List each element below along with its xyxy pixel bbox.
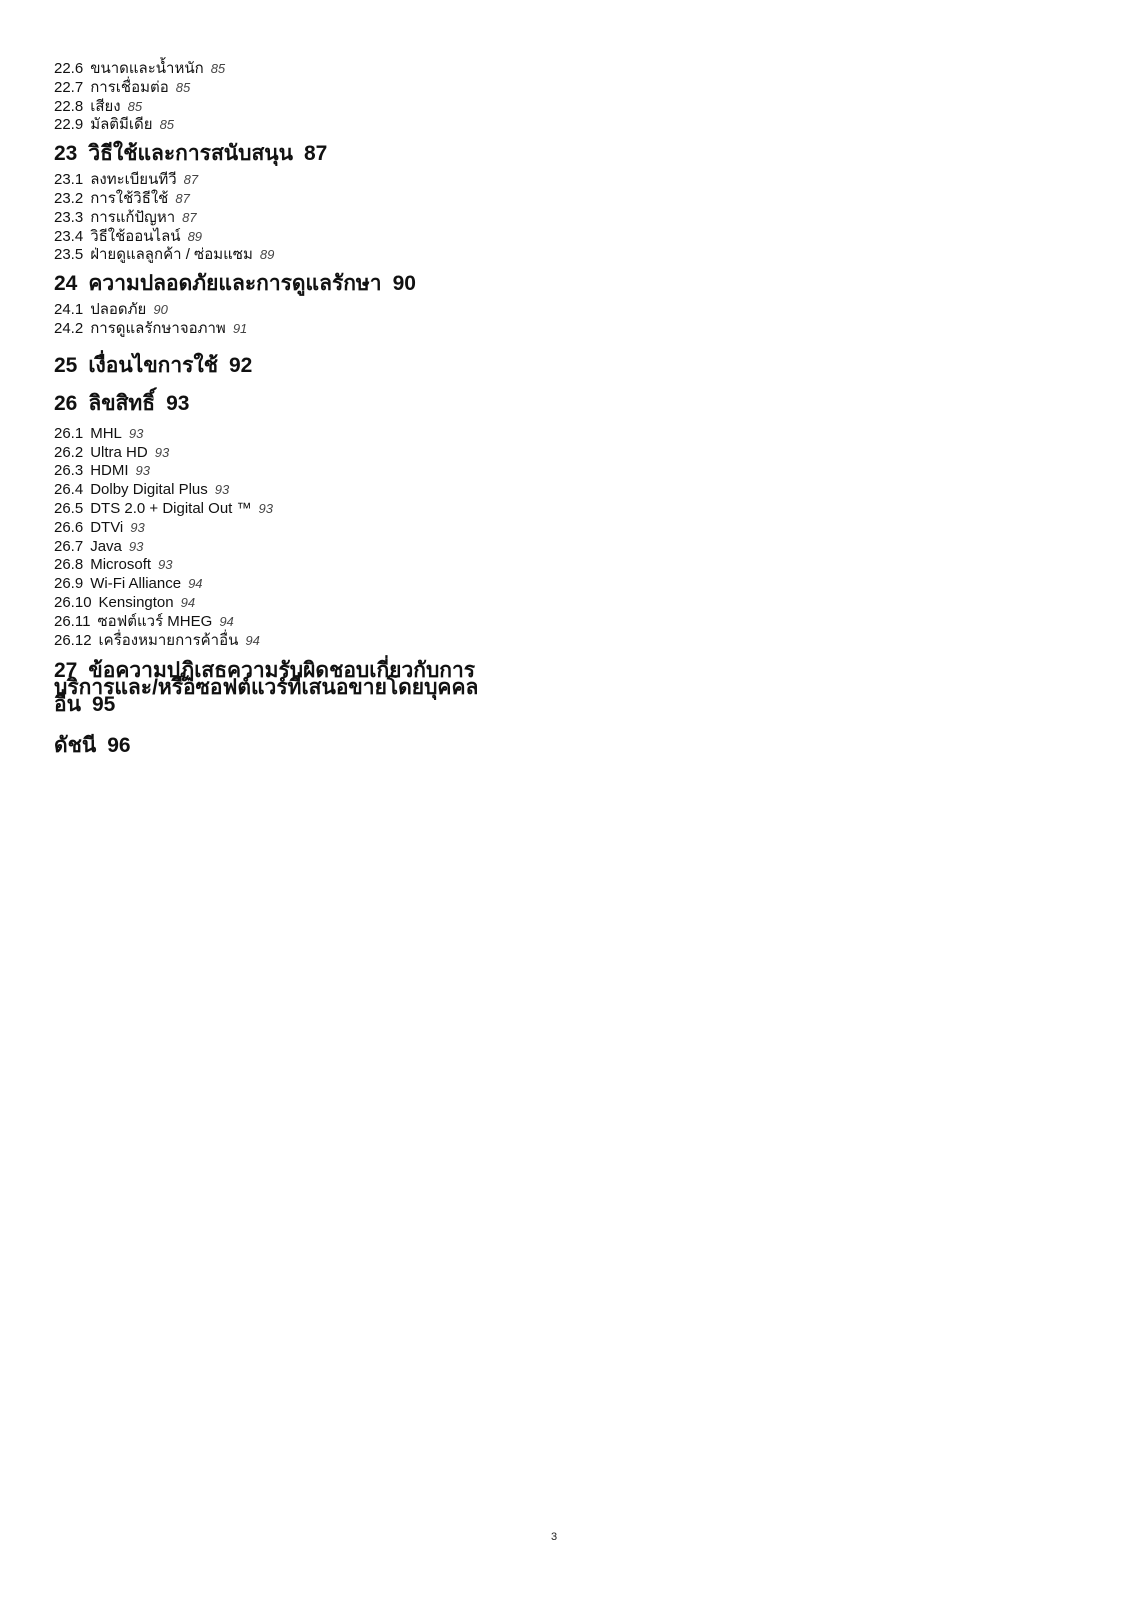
- toc-number: 26.7: [54, 537, 84, 555]
- toc-chapter[interactable]: [54, 143, 574, 165]
- toc-number: 26.2: [54, 443, 84, 461]
- toc-page-number: 90: [153, 302, 168, 318]
- toc-title: การเชื่อมต่อ: [90, 78, 169, 96]
- toc-page-number: 92: [228, 353, 253, 377]
- toc-title: วิธีใช้ออนไลน์: [90, 227, 181, 245]
- toc-page-number: 93: [214, 482, 230, 498]
- toc-page-number: 94: [188, 576, 203, 592]
- toc-entry[interactable]: [54, 116, 574, 135]
- toc-page-number: 93: [128, 538, 144, 554]
- toc-number: 22.8: [54, 97, 84, 115]
- toc-title: Java: [90, 537, 122, 555]
- toc-chapter[interactable]: [54, 659, 524, 717]
- toc-entry[interactable]: [54, 228, 574, 247]
- toc-entry[interactable]: [54, 500, 574, 519]
- toc-page-number: 87: [182, 209, 197, 225]
- toc-number: 24.2: [54, 319, 84, 337]
- page-number: 3: [550, 1531, 558, 1543]
- toc-page-number: 87: [183, 172, 199, 188]
- toc-number: 23.4: [54, 227, 84, 245]
- toc-number: 22.6: [54, 60, 84, 77]
- toc-entry[interactable]: [54, 60, 574, 79]
- toc-title: DTVi: [90, 518, 124, 536]
- toc-entry[interactable]: [54, 613, 574, 632]
- toc-entry[interactable]: [54, 632, 574, 651]
- toc-page-number: 96: [107, 734, 131, 758]
- toc-number: 25: [54, 353, 78, 377]
- toc-entry[interactable]: [54, 462, 574, 481]
- toc-number: 26.5: [54, 499, 84, 517]
- table-of-contents: [54, 60, 574, 763]
- toc-page-number: 94: [180, 594, 196, 610]
- toc-number: 26.12: [54, 631, 92, 649]
- toc-page-number: 89: [259, 247, 275, 263]
- toc-entry[interactable]: [54, 246, 574, 265]
- toc-title: ความปลอดภัยและการดูแลรักษา: [88, 272, 382, 296]
- toc-number: 26.4: [54, 481, 84, 499]
- toc-title: ลงทะเบียนทีวี: [90, 171, 177, 189]
- toc-page-number: 95: [91, 693, 116, 717]
- toc-number: 23: [54, 142, 78, 166]
- toc-page-number: 90: [392, 272, 416, 296]
- toc-page-number: 87: [175, 190, 190, 206]
- toc-entry[interactable]: [54, 594, 574, 613]
- toc-entry[interactable]: [54, 481, 574, 500]
- toc-page-number: 91: [232, 320, 248, 336]
- toc-entry[interactable]: [54, 79, 574, 98]
- toc-title: ปลอดภัย: [90, 301, 147, 319]
- toc-entry[interactable]: [54, 556, 574, 575]
- toc-title: การแก้ปัญหา: [90, 208, 176, 226]
- toc-page-number: 85: [159, 117, 175, 133]
- toc-page-number: 89: [187, 228, 203, 244]
- toc-page-number: 93: [258, 500, 273, 516]
- toc-page-number: 85: [175, 79, 191, 95]
- toc-number: 26.9: [54, 575, 84, 593]
- toc-entry[interactable]: [54, 575, 574, 594]
- toc-page-number: 93: [128, 425, 144, 441]
- toc-title: Ultra HD: [90, 443, 148, 461]
- toc-chapter[interactable]: [54, 393, 574, 415]
- toc-title: ขนาดและน้ำหนัก: [90, 60, 204, 77]
- toc-page-number: 93: [158, 557, 173, 573]
- toc-page-number: 87: [303, 142, 328, 166]
- toc-number: 24: [54, 272, 78, 296]
- toc-title: ซอฟต์แวร์ MHEG: [97, 612, 213, 630]
- toc-entry[interactable]: [54, 209, 574, 228]
- toc-number: 22.7: [54, 78, 84, 96]
- toc-number: 24.1: [54, 301, 84, 319]
- toc-title: Dolby Digital Plus: [90, 481, 208, 499]
- toc-entry[interactable]: [54, 171, 574, 190]
- toc-number: 26.8: [54, 556, 84, 574]
- toc-entry[interactable]: [54, 190, 574, 209]
- toc-page-number: 93: [166, 391, 190, 415]
- toc-title: ดัชนี: [54, 734, 97, 758]
- toc-number: 26.1: [54, 424, 84, 442]
- toc-title: ฝ่ายดูแลลูกค้า / ซ่อมแซม: [90, 246, 253, 264]
- toc-entry[interactable]: [54, 98, 574, 117]
- toc-number: 26: [54, 391, 78, 415]
- toc-entry[interactable]: [54, 301, 574, 320]
- toc-title: เงื่อนไขการใช้: [88, 353, 218, 377]
- toc-title: เสียง: [90, 97, 121, 115]
- toc-chapter[interactable]: [54, 273, 574, 295]
- toc-number: 23.5: [54, 246, 84, 264]
- toc-number: 26.10: [54, 593, 92, 611]
- toc-title: Kensington: [98, 593, 174, 611]
- toc-number: 23.2: [54, 189, 84, 207]
- toc-number: 26.6: [54, 518, 84, 536]
- toc-page-number: 94: [245, 632, 260, 648]
- toc-entry[interactable]: [54, 320, 574, 339]
- toc-number: 27: [54, 659, 78, 683]
- toc-title: Microsoft: [90, 556, 152, 574]
- toc-page-number: 93: [154, 444, 170, 460]
- toc-title: Wi-Fi Alliance: [90, 575, 182, 593]
- toc-title: มัลติมีเดีย: [90, 116, 153, 134]
- toc-number: 23.3: [54, 208, 84, 226]
- toc-title: DTS 2.0 + Digital Out ™: [90, 499, 252, 517]
- toc-chapter[interactable]: [54, 735, 574, 757]
- toc-page-number: 93: [135, 463, 150, 479]
- toc-page-number: 85: [210, 61, 226, 76]
- toc-number: 22.9: [54, 116, 84, 134]
- toc-entry[interactable]: [54, 444, 574, 463]
- toc-title: ข้อความปฏิเสธความรับผิดชอบเกี่ยวกับการบริการและ/หรือซอฟต์แวร์ที่เสนอขายโดยบุคคลอื่น: [54, 659, 479, 717]
- toc-number: 26.11: [54, 612, 91, 630]
- toc-chapter[interactable]: [54, 355, 574, 377]
- toc-page-number: 85: [127, 98, 143, 114]
- toc-title: วิธีใช้และการสนับสนุน: [88, 142, 293, 166]
- toc-title: MHL: [90, 424, 122, 442]
- toc-number: 26.3: [54, 462, 84, 480]
- toc-page-number: 93: [130, 519, 145, 535]
- toc-page-number: 94: [219, 613, 234, 629]
- toc-entry[interactable]: [54, 519, 574, 538]
- toc-title: เครื่องหมายการค้าอื่น: [98, 631, 239, 649]
- toc-title: การดูแลรักษาจอภาพ: [90, 319, 226, 337]
- toc-title: HDMI: [90, 462, 129, 480]
- toc-entry[interactable]: [54, 538, 574, 557]
- toc-entry[interactable]: [54, 425, 574, 444]
- toc-title: การใช้วิธีใช้: [90, 189, 169, 207]
- toc-title: ลิขสิทธิ์: [88, 391, 156, 415]
- toc-number: 23.1: [54, 171, 84, 189]
